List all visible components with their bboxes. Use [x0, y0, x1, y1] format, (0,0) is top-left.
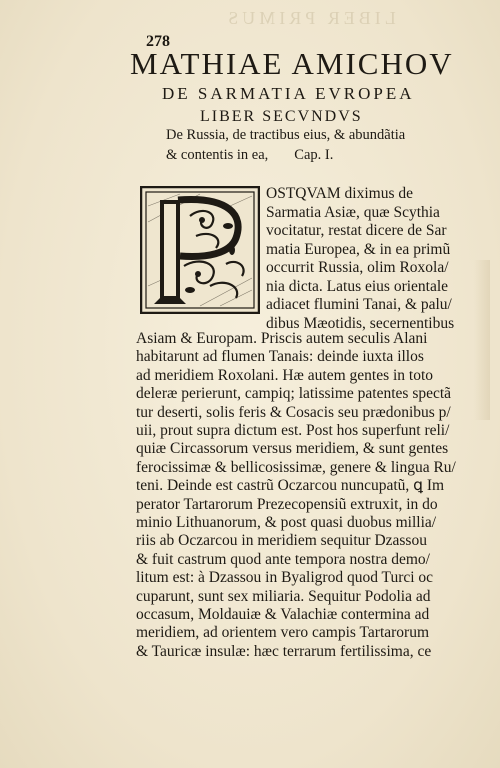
body-line: teni. Deinde est castrũ Oczarcou nuncupatũ, ꝗ Im — [136, 477, 445, 495]
book-heading: LIBER SECVNDVS — [200, 108, 363, 125]
body-line: nia dicta. Latus eius orientale — [266, 277, 449, 295]
body-line: & Tauricæ insulæ: hæc terrarum fertilissima, ce — [136, 642, 432, 660]
body-line: dibus Mæotidis, secernentibus — [266, 314, 455, 332]
body-line: occurrit Russia, olim Roxola/ — [266, 259, 449, 276]
body-line: minio Lithuanorum, & post quasi duobus millia/ — [136, 514, 437, 531]
body-line: riis ab Oczarcou in meridiem sequitur Dzassou — [136, 532, 427, 550]
chapter-heading-text: & contentis in ea, — [166, 147, 269, 163]
body-line: cuparunt, sunt sex miliaria. Sequitur Podolia ad — [136, 587, 431, 605]
body-line: & fuit castrum quod ante tempora nostra demo/ — [136, 550, 430, 568]
body-line: ad meridiem Roxolani. Hæ autem gentes in toto — [136, 366, 434, 384]
chapter-heading-line-2 — [166, 147, 333, 164]
page-number: 278 — [146, 33, 170, 50]
body-line: quiæ Circassorum versus meridiem, & sunt gentes — [136, 440, 449, 458]
body-line: occasum, Moldauiæ & Valachiæ contermina ad — [136, 606, 430, 623]
chapter-heading-line-1: De Russia, de tractibus eius, & abundãtia — [166, 127, 406, 143]
body-line: vocitatur, restat dicere de Sar — [266, 222, 447, 239]
body-line: habitarunt ad flumen Tanais: deinde iuxta illos — [136, 348, 424, 366]
body-line: litum est: à Dzassou in Byaligrod quod Turci oc — [136, 569, 434, 587]
body-line: perator Tartarorum Prezecopensiũ extruxit, in do — [136, 495, 438, 513]
body-line: ferocissimæ & bellicosissimæ, genere & lingua Ru/ — [136, 458, 456, 476]
decorated-initial-p — [140, 186, 260, 314]
chapter-label: Cap. I. — [294, 147, 334, 163]
subtitle: DE SARMATIA EVROPEA — [162, 84, 415, 103]
body-line: OSTQVAM diximus de — [266, 185, 413, 202]
body-line: adiacet flumini Tanai, & palu/ — [266, 296, 452, 313]
running-title: MATHIAE AMICHOV — [130, 46, 454, 81]
page-stain — [474, 260, 490, 420]
body-line: deleræ perierunt, campiq; latissime patentes spectã — [136, 385, 452, 403]
body-line: matia Europea, & in ea primũ — [266, 240, 451, 258]
body-line: tur deserti, solis feris & Cosacis seu prædonibus p/ — [136, 403, 451, 421]
body-line: Asiam & Europam. Priscis autem seculis Alani — [136, 330, 428, 347]
body-line: uii, prout supra dictum est. Post hos superfunt reli/ — [136, 422, 450, 439]
show-through-text: LIBER PRIMUS — [224, 8, 396, 28]
body-line: Sarmatia Asiæ, quæ Scythia — [266, 203, 440, 221]
body-line: meridiem, ad orientem vero campis Tartarorum — [136, 624, 430, 642]
